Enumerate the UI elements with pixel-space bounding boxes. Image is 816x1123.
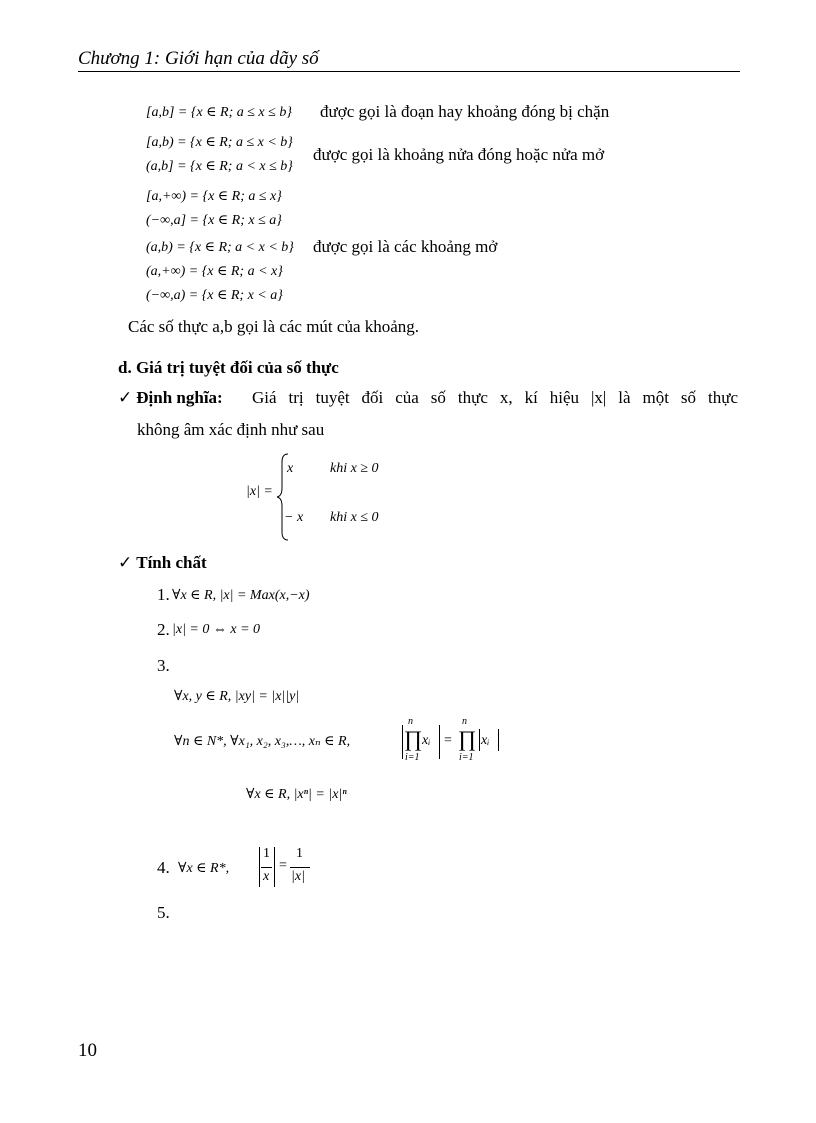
frac-abs-left xyxy=(259,847,260,887)
property-3-line-3: ∀x ∈ R, |xⁿ| = |x|ⁿ xyxy=(246,787,347,802)
definition-text-2: không âm xác định như sau xyxy=(137,420,325,439)
equals-sign: = xyxy=(444,733,452,748)
prod-lower-limit-rhs: i=1 xyxy=(459,752,474,763)
case-1-condition: khi x ≥ 0 xyxy=(330,461,379,476)
property-5-number: 5. xyxy=(157,903,170,922)
prod-symbol-rhs: ∏ xyxy=(458,726,477,751)
open-interval-text: được gọi là các khoảng mở xyxy=(313,237,498,256)
frac-abs-right xyxy=(274,847,275,887)
frac-rhs-numerator: 1 xyxy=(296,846,303,861)
ray-interval-1: [a,+∞) = {x ∈ R; a ≤ x} xyxy=(146,189,282,204)
frac-denominator: x xyxy=(263,869,270,884)
case-2-value: − x xyxy=(284,510,304,525)
half-open-text: được gọi là khoảng nửa đóng hoặc nửa mở xyxy=(313,145,605,164)
property-1-formula: ∀x ∈ R, |x| = Max(x,−x) xyxy=(172,588,310,603)
property-2-number: 2. xyxy=(157,620,170,639)
frac-equals: = xyxy=(279,858,287,873)
property-4-fraction xyxy=(258,845,314,891)
section-d-heading: d. Giá trị tuyệt đối của số thực xyxy=(118,358,339,377)
header-rule xyxy=(78,71,740,72)
property-3-line-2-left: ∀n ∈ N*, ∀x₁, x₂, x₃,…, xₙ ∈ R, xyxy=(174,734,351,749)
endpoints-text: Các số thực a,b gọi là các mút của khoảng. xyxy=(128,317,420,336)
definition-label: Định nghĩa: xyxy=(136,388,223,407)
frac-numerator: 1 xyxy=(263,846,270,861)
prod-variable-rhs: xᵢ xyxy=(481,733,490,748)
half-open-interval-1: [a,b) = {x ∈ R; a ≤ x < b} xyxy=(146,135,293,150)
prod-upper-limit: n xyxy=(408,716,413,727)
abs-bar-right xyxy=(439,725,440,759)
definition-line-1 xyxy=(118,388,223,408)
prod-symbol: ∏ xyxy=(404,726,423,751)
abs-bar-rhs-left xyxy=(479,729,480,751)
check-icon: ✓ xyxy=(118,388,133,408)
properties-heading xyxy=(118,553,207,573)
half-open-interval-2: (a,b] = {x ∈ R; a < x ≤ b} xyxy=(146,159,293,174)
closed-interval-formula: [a,b] = {x ∈ R; a ≤ x ≤ b} xyxy=(146,105,292,120)
prod-variable: xᵢ xyxy=(422,733,431,748)
prod-upper-limit-rhs: n xyxy=(462,716,467,727)
property-3-line-1: ∀x, y ∈ R, |xy| = |x||y| xyxy=(174,689,300,704)
page-number: 10 xyxy=(78,1040,97,1061)
property-3-number: 3. xyxy=(157,656,170,675)
property-4-left: ∀x ∈ R*, xyxy=(178,861,230,876)
open-interval-2: (a,+∞) = {x ∈ R; a < x} xyxy=(146,264,283,279)
property-4-number: 4. xyxy=(157,858,170,877)
properties-heading-text: Tính chất xyxy=(136,553,207,572)
definition-text-1: Giá trị tuyệt đối của số thực x, kí hiệu |x| là một số thực xyxy=(252,388,738,407)
open-interval-1: (a,b) = {x ∈ R; a < x < b} xyxy=(146,240,294,255)
property-2-formula: |x| = 0 ⇔ x = 0 xyxy=(172,622,261,637)
frac-line xyxy=(261,867,272,868)
ray-interval-2: (−∞,a] = {x ∈ R; x ≤ a} xyxy=(146,213,282,228)
frac-rhs-line xyxy=(290,867,310,868)
closed-interval-text: được gọi là đoạn hay khoảng đóng bị chặn xyxy=(320,102,610,121)
prod-lower-limit: i=1 xyxy=(405,752,420,763)
abs-bar-left xyxy=(402,725,403,759)
property-1-number: 1. xyxy=(157,585,170,604)
chapter-header: Chương 1: Giới hạn của dãy số xyxy=(78,48,319,69)
check-icon: ✓ xyxy=(118,553,133,573)
product-equation xyxy=(401,716,501,766)
case-1-value: x xyxy=(287,461,294,476)
abs-bar-rhs-right xyxy=(498,729,499,751)
piecewise-lhs: |x| = xyxy=(246,484,273,499)
open-interval-3: (−∞,a) = {x ∈ R; x < a} xyxy=(146,288,283,303)
frac-rhs-denominator: |x| xyxy=(291,869,305,884)
case-2-condition: khi x ≤ 0 xyxy=(330,510,379,525)
